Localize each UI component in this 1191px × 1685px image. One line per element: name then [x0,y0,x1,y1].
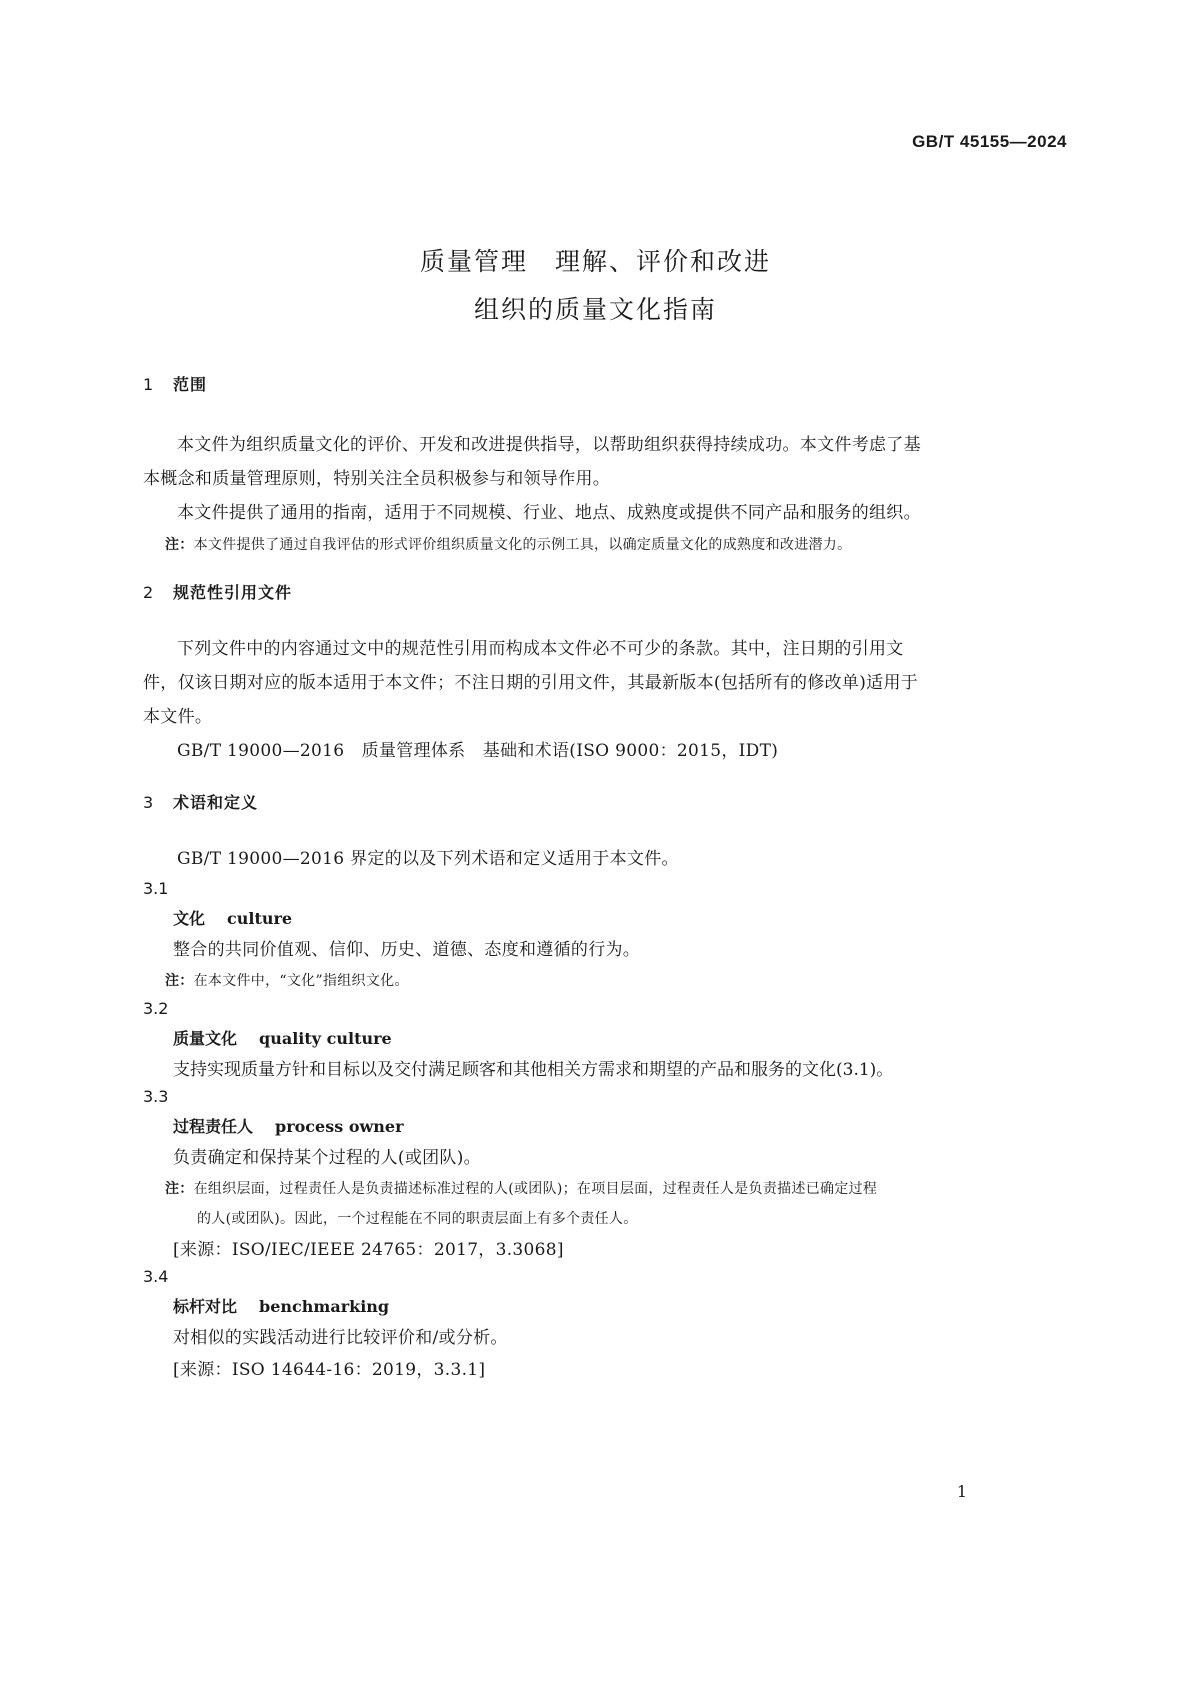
term-number: 3.4 [143,1267,169,1286]
section-number: 3 [143,793,155,812]
term-definition: 支持实现质量方针和目标以及交付满足顾客和其他相关方需求和期望的产品和服务的文化(3.1)。 [173,1060,894,1080]
note-label: 注： [165,537,194,553]
term-definition: 负责确定和保持某个过程的人(或团队)。 [173,1148,481,1168]
term-number: 3.2 [143,999,169,1018]
section-1-heading [143,372,1073,395]
term-3-1 [143,874,1073,996]
note-text: 在本文件中，“文化”指组织文化。 [193,973,409,989]
paragraph: GB/T 19000—2016 界定的以及下列术语和定义适用于本文件。 [177,849,679,869]
term-heading [143,1024,1073,1054]
section-title: 范围 [173,375,208,394]
section-title: 规范性引用文件 [173,583,293,602]
term-name-zh: 文化 [173,909,206,928]
term-name-zh: 过程责任人 [173,1117,254,1136]
paragraph-line: 本文件。 [143,707,213,727]
note-text: 本文件提供了通过自我评估的形式评价组织质量文化的示例工具，以确定质量文化的成熟度和改进潜力。 [193,537,852,553]
term-definition: 整合的共同价值观、信仰、历史、道德、态度和遵循的行为。 [173,940,641,960]
note [143,966,1073,996]
normative-reference: GB/T 19000—2016 质量管理体系 基础和术语(ISO 9000：2015，IDT) [177,741,779,761]
term-name-zh: 质量文化 [173,1029,238,1048]
section-number: 1 [143,375,155,394]
term-name-zh: 标杆对比 [173,1297,238,1316]
section-title: 术语和定义 [173,793,259,812]
section-1-body [143,428,1073,560]
section-3-intro [143,842,1073,876]
term-name-en: benchmarking [259,1297,390,1316]
term-number: 3.3 [143,1087,169,1106]
paragraph-line: 本概念和质量管理原则，特别关注全员积极参与和领导作用。 [143,469,611,489]
paragraph-line: 件，仅该日期对应的版本适用于本文件；不注日期的引用文件，其最新版本(包括所有的修改单)适用于 [143,673,919,693]
term-number: 3.1 [143,879,169,898]
term-3-3 [143,1082,1073,1266]
paragraph-line: 下列文件中的内容通过文中的规范性引用而构成本文件必不可少的条款。其中，注日期的引用文 [177,639,904,659]
note [143,1174,1073,1204]
standard-number: GB/T 45155—2024 [912,132,1067,151]
section-3-heading [143,790,1073,813]
note-continuation: 的人(或团队)。因此，一个过程能在不同的职责层面上有多个责任人。 [197,1211,638,1227]
note-text: 在组织层面，过程责任人是负责描述标准过程的人(或团队)；在项目层面，过程责任人是负责描述已确定过程 [193,1181,878,1197]
term-name-en: culture [227,909,293,928]
term-source: [来源：ISO/IEC/IEEE 24765：2017，3.3068] [173,1240,564,1260]
term-name-en: quality culture [259,1029,392,1048]
note-label: 注： [165,973,194,989]
document-title [0,238,1191,334]
term-3-4 [143,1262,1073,1386]
page-number: 1 [956,1482,967,1501]
paragraph-line: 本文件为组织质量文化的评价、开发和改进提供指导，以帮助组织获得持续成功。本文件考虑了基 [177,435,921,455]
note-label: 注： [165,1181,194,1197]
term-heading [143,1292,1073,1322]
term-name-en: process owner [275,1117,404,1136]
term-definition: 对相似的实践活动进行比较评价和/或分析。 [173,1328,508,1348]
section-2-heading [143,580,1073,603]
term-3-2 [143,994,1073,1086]
note [143,530,1073,560]
term-source: [来源：ISO 14644-16：2019，3.3.1] [173,1360,486,1380]
paragraph: 本文件提供了通用的指南，适用于不同规模、行业、地点、成熟度或提供不同产品和服务的组织。 [177,503,921,523]
title-line-1: 质量管理 理解、评价和改进 [419,247,771,276]
title-line-2: 组织的质量文化指南 [473,295,717,324]
term-heading [143,1112,1073,1142]
term-heading [143,904,1073,934]
section-number: 2 [143,583,155,602]
section-2-body [143,632,1073,768]
